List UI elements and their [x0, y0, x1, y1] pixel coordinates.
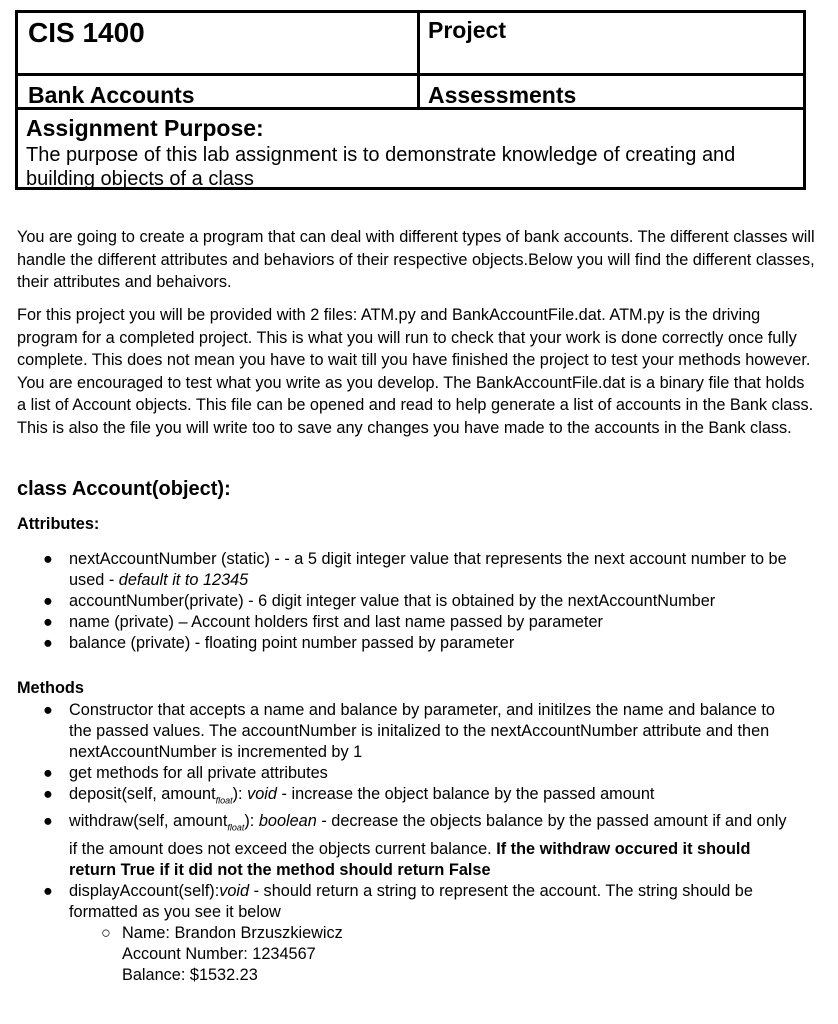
- list-item: ● balance (private) - floating point number passed by parameter: [43, 634, 515, 652]
- bullet-icon: ●: [43, 550, 53, 568]
- class-heading: class Account(object):: [17, 478, 231, 500]
- header-divider: [18, 73, 803, 76]
- list-item: ● nextAccountNumber (static) - - a 5 digit integer value that represents the next account number to be used - default it to 12345: [43, 550, 787, 589]
- bullet-icon: ●: [43, 701, 53, 719]
- bullet-icon: ●: [43, 812, 53, 831]
- example-balance-line: Balance: $1532.23: [122, 965, 258, 984]
- list-item: ● displayAccount(self):void - should return a string to represent the account. The string should be formatted as you see it below ○ Name: Brandon Brzuszkiewicz Account Number: 1234567 Balance: $1532.23: [0, 881, 838, 986]
- methods-list: [0, 700, 838, 986]
- example-account-line: Account Number: 1234567: [122, 944, 316, 963]
- files-paragraph: For this project you will be provided with 2 files: ATM.py and BankAccountFile.dat. ATM.py is the driving program for a completed project. This is what you will run to check that your work is done correctly once fully complete. This does not mean you have to wait till you have finished the project to test your methods however. You are encouraged to test what you write as you develop. The BankAccountFile.dat is a binary file that holds a list of Account objects. This file can be opened and read to help generate a list of accounts in the Bank class. This is also the file you will write too to save any changes you have made to the accounts in the Bank class.: [17, 306, 814, 437]
- list-item: ● withdraw(self, amount$_{float}$): boolean - decrease the objects balance by the passed amount if and only if the amount does not exceed the objects current balance. If the withdraw occured it should return True if it did not the method should return False: [43, 812, 787, 879]
- list-item: ● accountNumber(private) - 6 digit integer value that is obtained by the nextAccountNumber: [43, 592, 716, 610]
- bullet-icon: ●: [43, 764, 53, 782]
- purpose-heading: Assignment Purpose:: [26, 115, 264, 141]
- list-item: ● Constructor that accepts a name and balance by parameter, and initilzes the name and balance to the passed values. The accountNumber is initalized to the nextAccountNumber attribute and then nextAccountNumber is incremented by 1: [43, 701, 775, 761]
- assessments-label: Assessments: [428, 82, 577, 108]
- attributes-heading: Attributes:: [17, 515, 100, 533]
- example-output: [69, 923, 798, 986]
- purpose-text: The purpose of this lab assignment is to demonstrate knowledge of creating and building objects of a class: [26, 144, 736, 190]
- bullet-icon: ●: [43, 634, 53, 652]
- list-item: ● get methods for all private attributes: [43, 764, 328, 782]
- header-column-divider: [417, 13, 420, 110]
- intro-paragraph: You are going to create a program that can deal with different types of bank accounts. The different classes will handle the different attributes and behaviors of their respective objects.Below you will find the different classes, their attributes and behaivors.: [17, 228, 815, 291]
- course-code: CIS 1400: [28, 17, 145, 48]
- bullet-icon: ●: [43, 592, 53, 610]
- bullet-icon: ●: [43, 881, 53, 900]
- list-item: ● deposit(self, amount$_{float}$): void - increase the object balance by the passed amount: [43, 785, 655, 806]
- methods-heading: Methods: [17, 679, 84, 697]
- assignment-header-table: [15, 10, 806, 190]
- assignment-type: Project: [428, 17, 506, 43]
- example-name-line: Name: Brandon Brzuszkiewicz: [122, 923, 343, 942]
- hollow-bullet-icon: ○: [101, 923, 111, 942]
- assignment-topic: Bank Accounts: [28, 82, 195, 108]
- list-item: ● name (private) – Account holders first and last name passed by parameter: [43, 613, 603, 631]
- attributes-list: [0, 549, 838, 654]
- bullet-icon: ●: [43, 785, 53, 803]
- bullet-icon: ●: [43, 613, 53, 631]
